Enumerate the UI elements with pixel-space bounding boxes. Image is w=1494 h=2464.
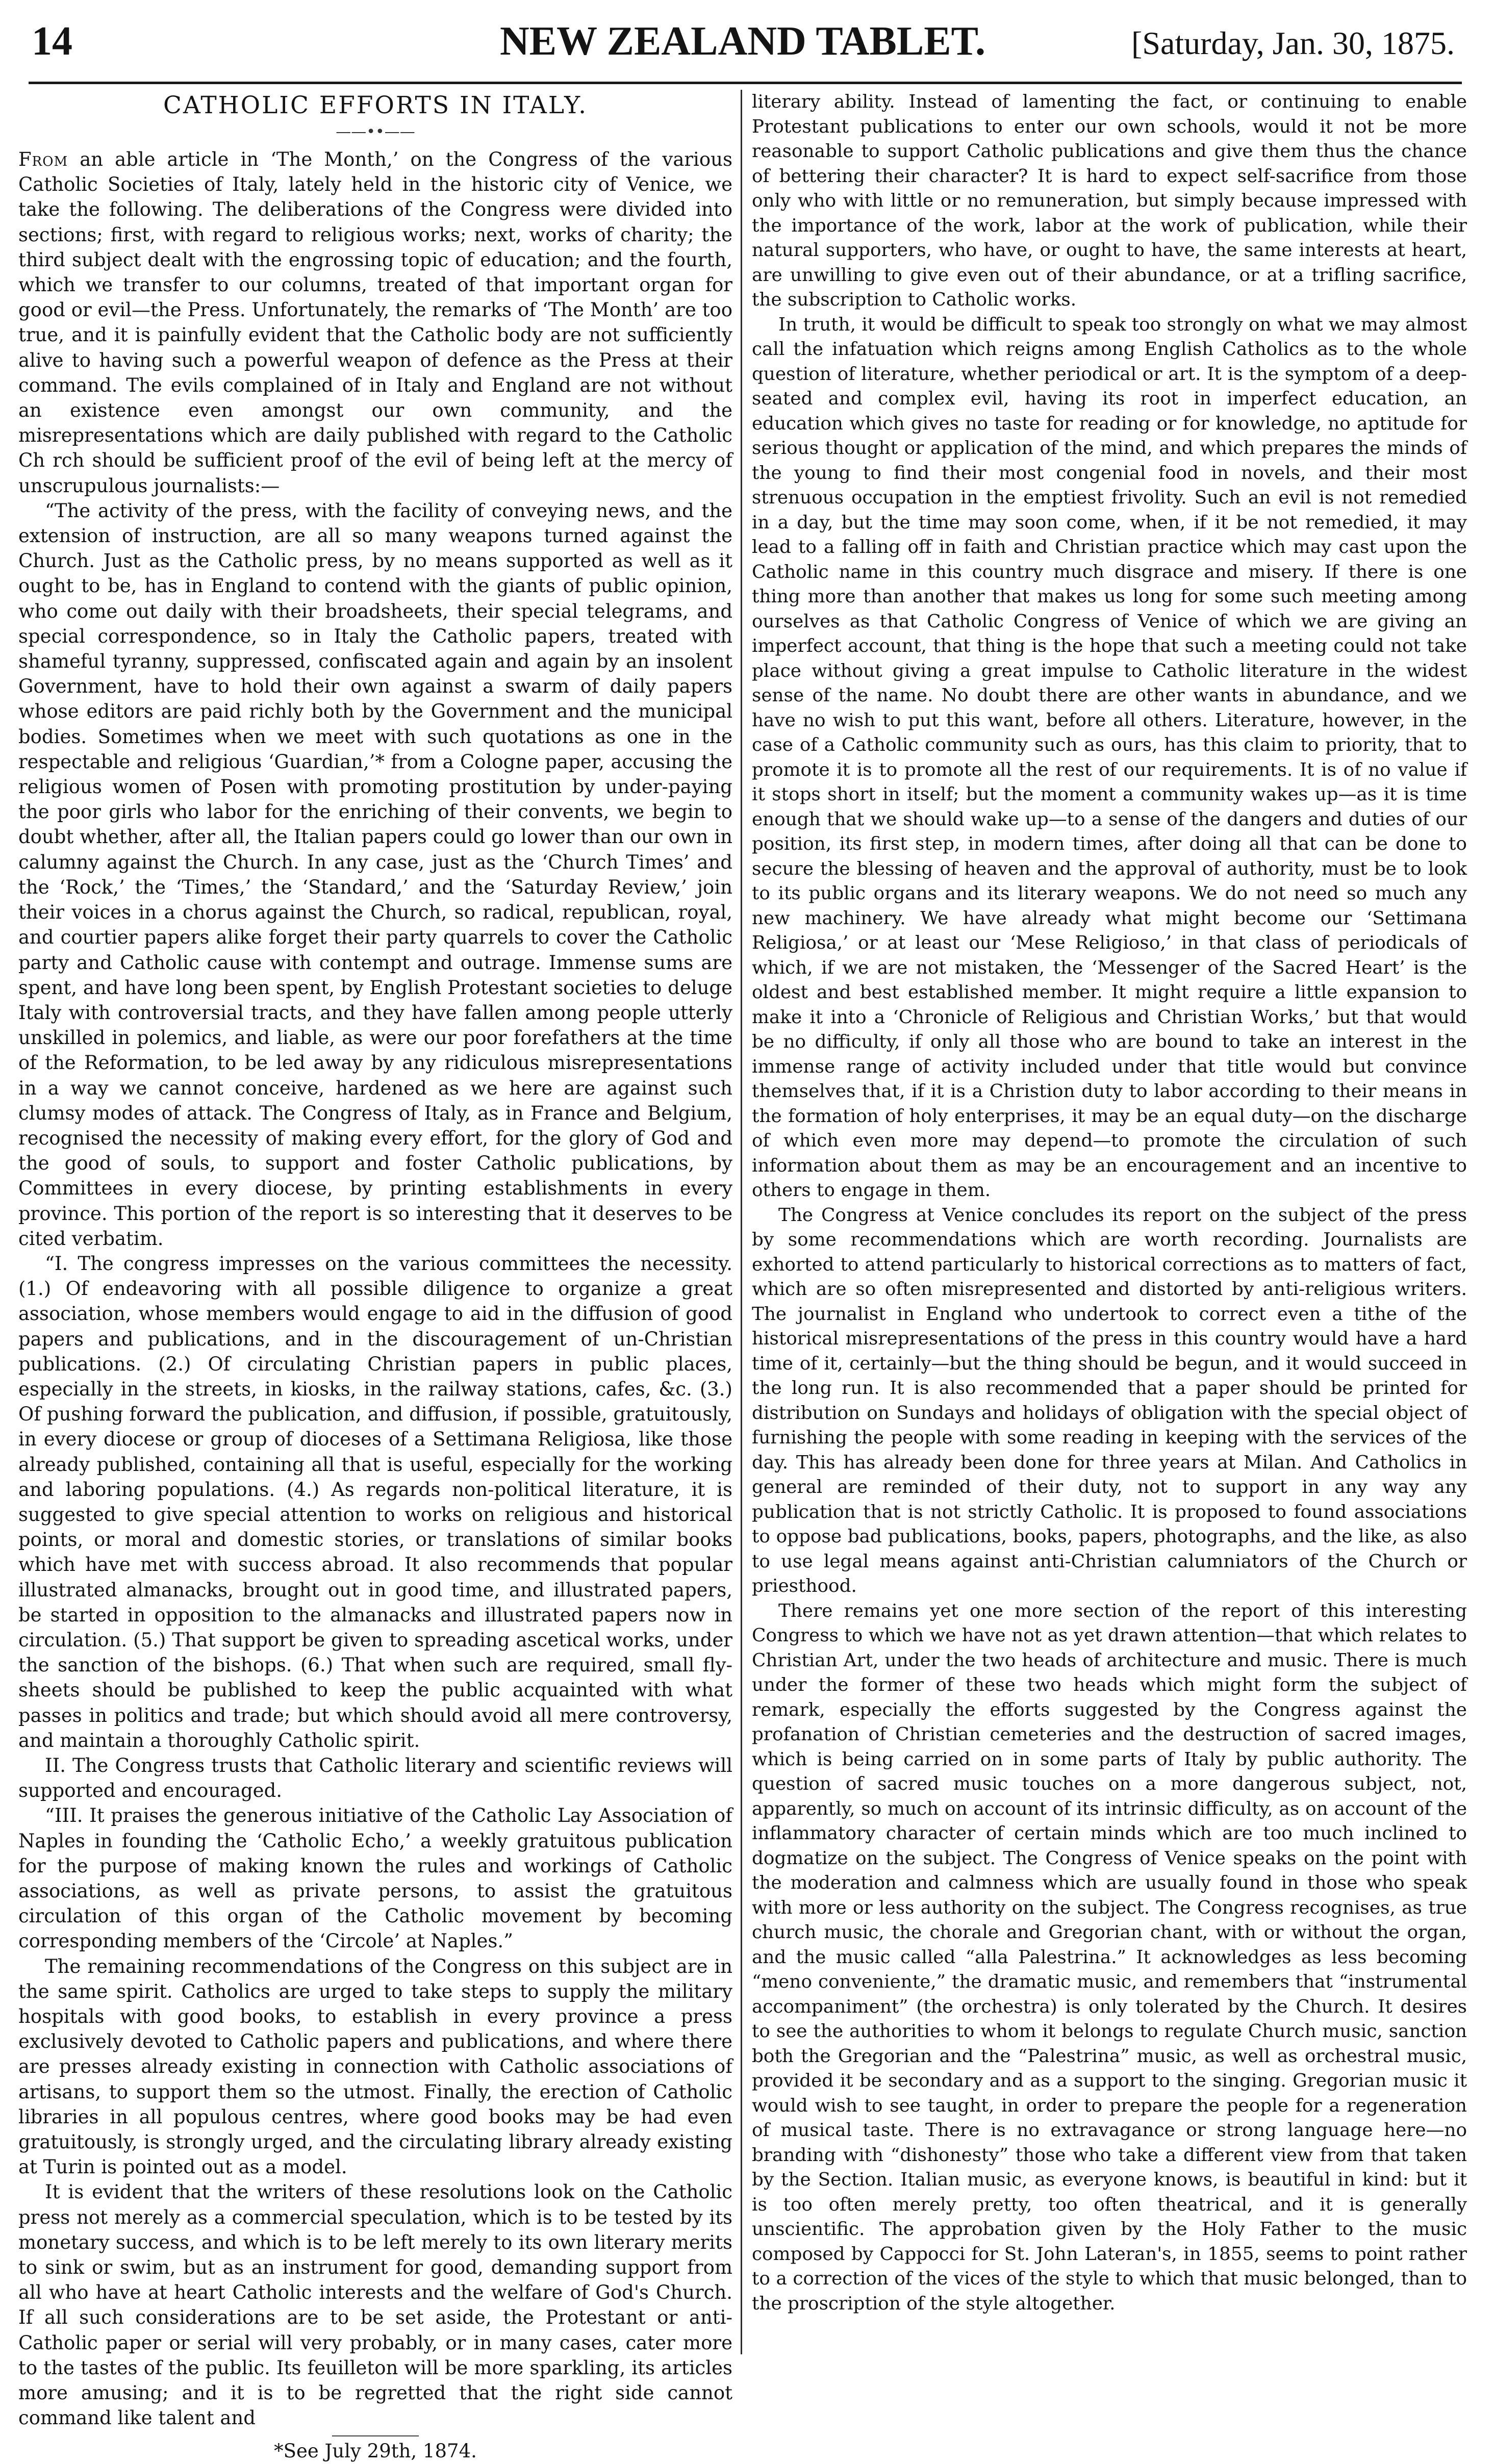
paragraph-resolution-two: II. The Congress trusts that Catholic literary and scientific reviews will supported and encouraged. — [18, 1755, 732, 1802]
paragraph-resolution-one: “I. The congress impresses on the various committees the necessity. (1.) Of endeavoring with all possible diligence to organize a great association, whose members would engage to aid in the diffusion of good papers and publications, and in the discouragement of un-Christian publications. (2.) Of circulating Christian papers in public places, especially in the streets, in kiosks, in the railway stations, cafes, &c. (3.) Of pushing forward the publication, and diffusion, if possible, gratuitously, in every diocese or group of dioceses of a Settimana Religiosa, like those already published, containing all that is useful, especially for the working and laboring populations. (4.) As regards non-political literature, it is suggested to give special attention to works on religious and historical points, or moral and domestic stories, or translations of similar books which have met with success abroad. It also recommends that popular illustrated almanacks, brought out in good time, and illustrated papers, be started in opposition to the almanacks and illustrated papers now in circulation. (5.) That support be given to spreading ascetical works, under the sanction of the bishops. (6.) That when such are required, small fly-sheets should be published to keep the public acquainted with what passes in politics and trade; but which should avoid all mere controversy, and maintain a thoroughly Catholic spirit. — [18, 1252, 732, 1751]
lead-paragraph — [18, 147, 732, 498]
masthead — [29, 15, 1457, 71]
title-ornament: ——••—— — [336, 123, 415, 141]
paragraph-infatuation: In truth, it would be difficult to speak too strongly on what we may almost call the infatuation which reigns among English Catholics as to the whole question of literature, whether periodical or art. It is the symptom of a deep-seated and complex evil, having its root in imperfect education, an education which gives no taste for reading or for knowledge, no aptitude for serious thought or application of the mind, and which prepares the minds of the young to find their most congenial food in novels, and their most strenuous occupation in the emptiest frivolity. Such an evil is not remedied in a day, but the time may soon come, when, if it be not remedied, it may lead to a falling off in faith and Christian practice which may cast upon the Catholic name in this country much disgrace and misery. If there is one thing more than another that makes us long for some such meeting among ourselves as that Catholic Congress of Venice of which we are giving an imperfect account, that thing is the hope that such a meeting could not take place without giving a great impulse to Catholic literature in the widest sense of the name. No doubt there are other wants in abundance, and we have no wish to put this want, before all others. Literature, however, in the case of a Catholic community such as ours, has this claim to priority, that to promote it is to promote all the rest of our requirements. It is of no value if it stops short in itself; but the moment a community wakes up—as it is time enough that we should wake up—to a sense of the dangers and duties of our position, its first step, in modern times, after doing all that can be done to secure the blessing of heaven and the approval of authority, must be to look to its public organs and its literary weapons. We do not need so much any new machinery. We have already what might become our ‘Settimana Religiosa,’ or at least our ‘Mese Religioso,’ in that class of periodicals of which, if we are not mistaken, the ‘Messenger of the Sacred Heart’ is the oldest and best established member. It might require a little expansion to make it into a ‘Chronicle of Religious and Christian Works,’ but that would be no difficulty, if only all those who are bound to take an interest in the immense range of activity included under that title would but convince themselves that, if it is a Christion duty to labor according to their means in the formation of holy enterprises, it may be an equal duty—on the discharge of which even more may depend—to promote the circulation of such information about them as may be an encouragement and an incentive to others to engage in them. — [752, 314, 1467, 1201]
paragraph-press-activity: “The activity of the press, with the facility of conveying news, and the extension of instruction, are all so many weapons turned against the Church. Just as the Catholic press, by no means supported as well as it ought to be, has in England to contend with the giants of public opinion, who come out daily with their broadsheets, their special telegrams, and special correspondence, so in Italy the Catholic papers, treated with shameful tyranny, suppressed, confiscated again and again by an insolent Government, have to hold their own against a swarm of daily papers whose editors are paid richly both by the Government and the municipal bodies. Sometimes when we meet with such quotations as one in the respectable and religious ‘Guardian,’* from a Cologne paper, accusing the religious women of Posen with promoting prostitution by under-paying the poor girls who labor for the enriching of their convents, we begin to doubt whether, after all, the Italian papers could go lower than our own in calumny against the Church. In any case, just as the ‘Church Times’ and the ‘Rock,’ the ‘Times,’ the ‘Standard,’ and the ‘Saturday Review,’ join their voices in a chorus against the Church, so radical, republican, royal, and courtier papers alike forget their party quarrels to cover the Catholic party and Catholic cause with contempt and outrage. Immense sums are spent, and have long been spent, by English Protestant societies to deluge Italy with controversial tracts, and they have fallen among people utterly unskilled in polemics, and liable, as were our poor forefathers at the time of the Reformation, to be led away by any ridiculous misrepresentations in a way we cannot conceive, hardened as we here are against such clumsy modes of attack. The Congress of Italy, as in France and Belgium, recognised the necessity of making every effort, for the glory of God and the good of souls, to support and foster Catholic publications, by Committees in every diocese, by printing establishments in every province. This portion of the report is so interesting that it deserves to be cited verbatim. — [18, 499, 732, 1250]
paper-title: NEW ZEALAND TABLET. — [499, 19, 986, 64]
paragraph-literary-ability: literary ability. Instead of lamenting the fact, or continuing to enable Protestant publications to enter our own schools, would it not be more reasonable to support Catholic publications and give them thus the chance of bettering their character? It is hard to expect self-sacrifice from those only who with little or no remuneration, but simply because impressed with the importance of the work, labor at the work of publication, while their natural supporters, who have, or ought to have, the same interests at heart, are unwilling to give even out of their abundance, or at a trifling sacrifice, the subscription to Catholic works. — [752, 91, 1467, 310]
left-column — [18, 90, 732, 2462]
paragraph-catholic-press: It is evident that the writers of these resolutions look on the Catholic press not merely as a commercial speculation, which is to be tested by its monetary success, and which is to be left merely to its own literary merits to sink or swim, but as an instrument for good, demanding support from all who have at heart Catholic interests and the welfare of God's Church. If all such considerations are to be set aside, the Protestant or anti-Catholic paper or serial will very probably, or in many cases, cater more to the tastes of the public. Its feuilleton will be more sparkling, its articles more amusing; and it is to be regretted that the right side cannot command like talent and — [18, 2181, 732, 2429]
page-number: 14 — [32, 19, 72, 64]
issue-date: [Saturday, Jan. 30, 1875. — [1131, 25, 1455, 61]
lead-paragraph-text: an able article in ‘The Month,’ on the Congress of the various Catholic Societies of Italy, lately held in the historic city of Venice, we take the following. The deliberations of the Congress were divided into sections; first, with regard to religious works; next, works of charity; the third subject dealt with the engrossing topic of education; and the fourth, which we transfer to our columns, treated of that important organ for good or evil—the Press. Unfortunately, the remarks of ‘The Month’ are too true, and it is painfully evident that the Catholic body are not sufficiently alive to having such a powerful weapon of defence as the Press at their command. The evils complained of in Italy and England are not without an existence even amongst our own community, and the misrepresentations which are daily published with regard to the Catholic Ch rch should be sufficient proof of the evil of being left at the mercy of unscrupulous journalists:— — [18, 148, 732, 497]
header-rule — [29, 82, 1462, 84]
footnote-rule — [332, 2435, 419, 2436]
right-column — [752, 90, 1467, 2370]
paragraph-venice-conclusions: The Congress at Venice concludes its report on the subject of the press by some recommendations which are worth recording. Journalists are exhorted to attend particularly to historical corrections as to matters of fact, which are so often misrepresented and distorted by anti-religious writers. The journalist in England who undertook to correct even a tithe of the historical misrepresentations of the press in this country would have a hard time of it, certainly—but the thing should be begun, and it would succeed in the long run. It is also recommended that a paper should be printed for distribution on Sundays and holidays of obligation with the special object of furnishing the people with some reading in keeping with the services of the day. This has already been done for three years at Milan. And Catholics in general are reminded of their duty, not to support in any way any publication that is not strictly Catholic. It is proposed to found associations to oppose bad publications, books, papers, photographs, and the like, as also to use legal means against anti-Christian calumniators of the Church or priesthood. — [752, 1204, 1467, 1596]
paragraph-resolution-three: “III. It praises the generous initiative of the Catholic Lay Association of Naples in founding the ‘Catholic Echo,’ a weekly gratuitous publication for the purpose of making known the rules and workings of Catholic associations, as well as private persons, to assist the gratuitous circulation of this organ of the Catholic movement by becoming corresponding members of the ‘Circole’ at Naples.” — [18, 1805, 732, 1952]
article-title: CATHOLIC EFFORTS IN ITALY. — [163, 91, 588, 119]
paragraph-christian-art: There remains yet one more section of the report of this interesting Congress to which we have not as yet drawn attention—that which relates to Christian Art, under the two heads of architecture and music. There is much under the former of these two heads which might form the subject of remark, especially the efforts suggested by the Congress against the profanation of Christian cemeteries and the destruction of sacred images, which is being carried on in some parts of Italy by public authority. The question of sacred music touches on a more dangerous subject, not, apparently, so much on account of its intrinsic difficulty, as on account of the inflammatory character of certain minds which are too much inclined to dogmatize on the subject. The Congress of Venice speaks on the point with the moderation and calmness which are usually found in those who speak with more or less authority on the subject. The Congress recognises, as true church music, the chorale and Gregorian chant, with or without the organ, and the music called “alla Palestrina.” It acknowledges as less becoming “meno conveniente,” the dramatic music, and remembers that “instrumental accompaniment” (the orchestra) is only tolerated by the Church. It desires to see the authorities to whom it belongs to regulate Church music, sanction both the Gregorian and the “Palestrina” music, as well as orchestral music, provided it be secondary and as a support to the singing. Gregorian music it would wish to see taught, in order to prepare the people for a regeneration of musical taste. There is no extravagance or strong language here—no branding with “dishonesty” those who take a different view from that taken by the Section. Italian music, as everyone knows, is beautiful in kind: but it is too often merely pretty, too often theatrical, and it is generally unscientific. The approbation given by the Holy Father to the music composed by Cappocci for St. John Lateran's, in 1855, seems to point rather to a correction of the vices of the style to which that music belonged, than to the proscription of the style altogether. — [752, 1600, 1467, 2314]
paragraph-remaining-recommendations: The remaining recommendations of the Congress on this subject are in the same spirit. Catholics are urged to take steps to supply the military hospitals with good books, to establish in every province a press exclusively devoted to Catholic papers and publications, and where there are presses already existing in connection with Catholic associations of artisans, to support them so the utmost. Finally, the erection of Catholic libraries in all populous centres, where good books may be had even gratuitously, is strongly urged, and the circulating library already existing at Turin is pointed out as a model. — [18, 1955, 732, 2178]
footnote: *See July 29th, 1874. — [274, 2440, 477, 2462]
lead-word: From — [18, 148, 68, 170]
column-divider — [741, 90, 742, 2354]
